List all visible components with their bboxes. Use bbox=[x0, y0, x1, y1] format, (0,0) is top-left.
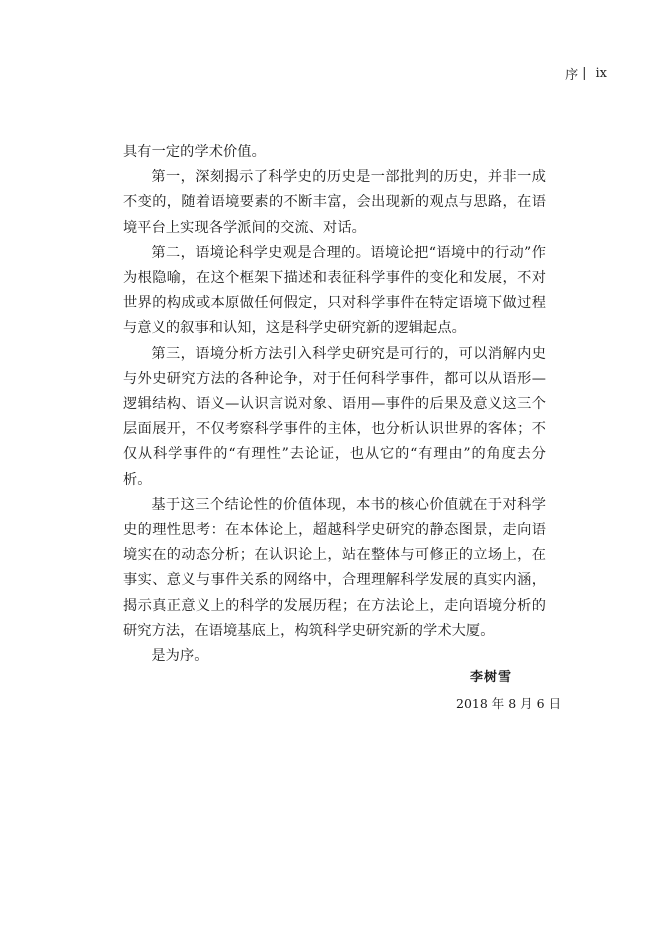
header-separator: | bbox=[582, 66, 587, 81]
paragraph-conclusion: 基于这三个结论性的价值体现，本书的核心价值就在于对科学史的理性思考：在本体论上，超越科学史研究的静态图景，走向语境实在的动态分析；在认识论上，站在整体与可修正的立场上，在事实、意义与事件关系的网络中，合理理解科学发展的真实内涵，揭示真正意义上的科学的发展历程；在方法论上，走向语境分析的研究方法，在语境基底上，构筑科学史研究新的学术大厦。 bbox=[123, 496, 546, 639]
paragraph-third-point: 第三，语境分析方法引入科学史研究是可行的，可以消解内史与外史研究方法的各种论争，对于任何科学事件，都可以从语形—逻辑结构、语义—认识言说对象、语用—事件的后果及意义这三个层面展开，不仅考察科学事件的主体，也分析认识世界的客体；不仅从科学事件的“有理性”去论证，也从它的“有理由”的角度去分析。 bbox=[123, 345, 546, 488]
paragraph-second-point: 第二，语境论科学史观是合理的。语境论把“语境中的行动”作为根隐喻，在这个框架下描述和表征科学事件的变化和发展，不对世界的构成或本原做任何假定，只对科学事件在特定语境下做过程与意义的叙事和认知，这是科学史研究新的逻辑起点。 bbox=[123, 244, 546, 337]
page-number: ix bbox=[595, 66, 607, 81]
preface-body bbox=[123, 140, 546, 669]
running-header bbox=[565, 64, 607, 83]
paragraph-closing: 是为序。 bbox=[151, 648, 209, 665]
header-section-title: 序 bbox=[565, 68, 579, 83]
paragraph-continuation: 具有一定的学术价值。 bbox=[123, 144, 266, 160]
author-signature: 李树雪 bbox=[470, 670, 513, 685]
paragraph-first-point: 第一，深刻揭示了科学史的历史是一部批判的历史，并非一成不变的，随着语境要素的不断丰富，会出现新的观点与思路，在语境平台上实现各学派间的交流、对话。 bbox=[123, 169, 546, 236]
signature-date: 2018 年 8 月 6 日 bbox=[456, 696, 562, 711]
